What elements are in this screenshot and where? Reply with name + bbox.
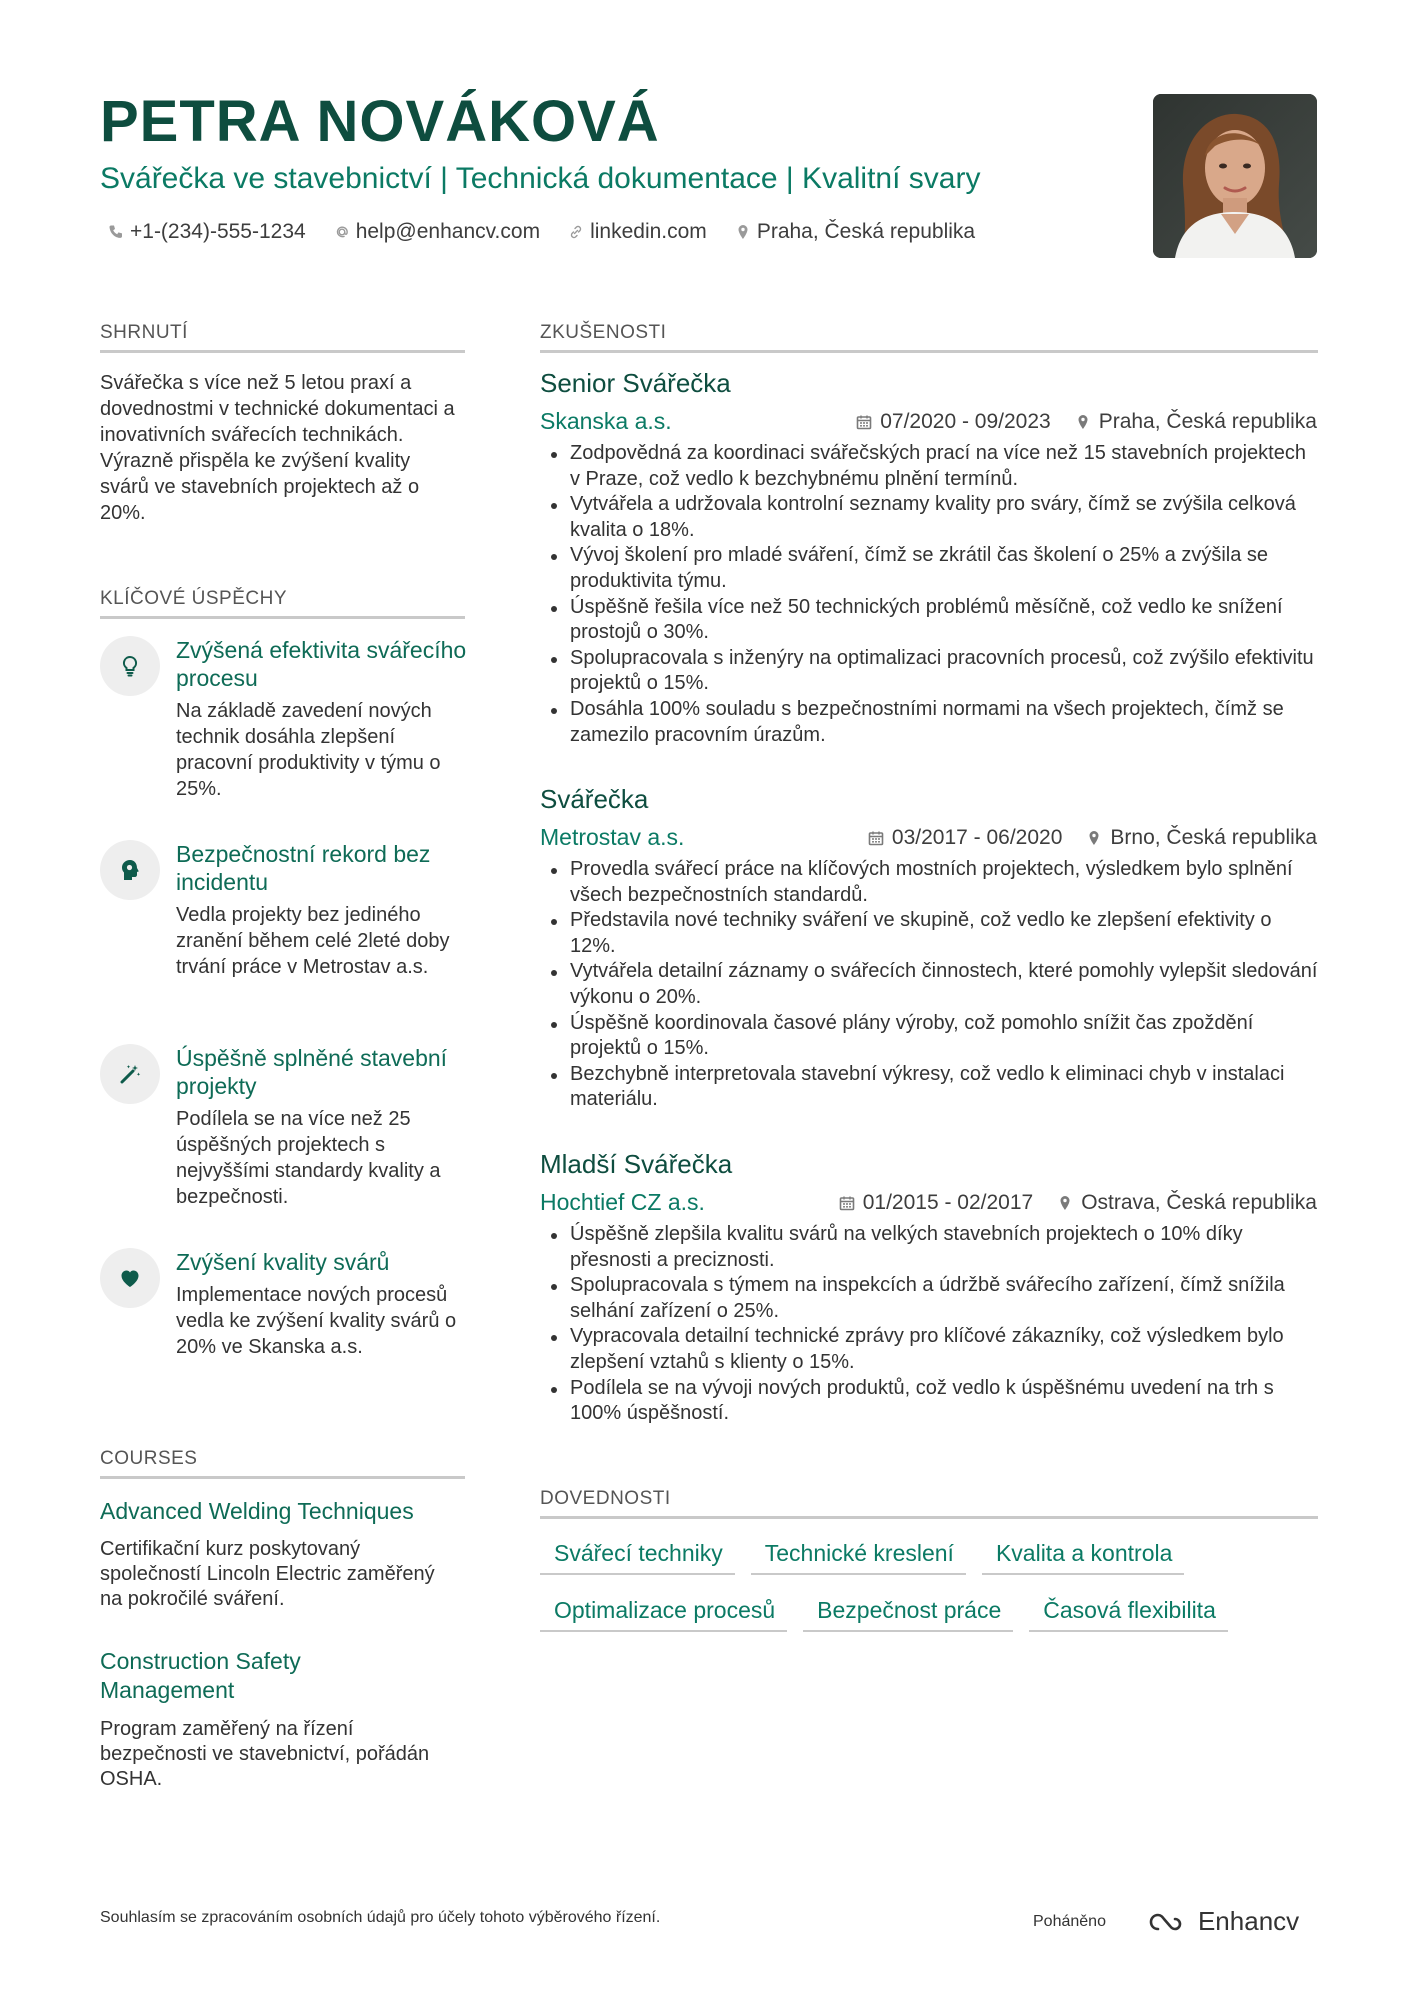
consent-text: Souhlasím se zpracováním osobních údajů pro účely tohoto výběrového řízení. (100, 1909, 661, 1926)
course-desc: Program zaměřený na řízení bezpečnosti ve stavebnictví, pořádán OSHA. (100, 1718, 430, 1790)
job-company: Hochtief CZ a.s. (540, 1189, 705, 1215)
email-text: help@enhancv.com (355, 220, 541, 243)
list-item: Vypracovala detailní technické zprávy pro klíčové zákazníky, což výsledkem bylo zlepšení vztahů s klienty o 15%. (548, 1324, 1318, 1375)
job-meta (839, 1191, 1317, 1215)
job-title: Svářečka (540, 784, 649, 814)
job-company: Metrostav a.s. (540, 824, 685, 850)
achievement-title: Úspěšně splněné stavební projekty (176, 1045, 448, 1099)
lightbulb-icon (118, 654, 142, 678)
location-pin-icon (1075, 414, 1091, 430)
list-item: Zodpovědná za koordinaci svářečských prací na více než 15 stavebních projektech v Praze, což vedlo k bezchybnému plnění termínů. (548, 441, 1318, 492)
phone-text: +1-(234)-555-1234 (130, 220, 306, 243)
skill-tag: Svářecí techniky (540, 1540, 735, 1575)
summary-section-title: SHRNUTÍ (100, 322, 465, 353)
job-location: Brno, Česká republika (1110, 826, 1317, 849)
achievement-desc: Vedla projekty bez jediného zranění během celé 2leté doby trvání práce v Metrostav a.s. (176, 904, 450, 978)
location-pin-icon (735, 224, 751, 240)
calendar-icon (868, 830, 884, 846)
powered-by-label: Poháněno (1033, 1912, 1106, 1930)
link-icon (568, 224, 584, 240)
contact-location (735, 220, 975, 244)
job-title: Senior Svářečka (540, 368, 731, 398)
achievement-title: Zvýšení kvality svárů (176, 1249, 390, 1275)
contact-linkedin[interactable] (568, 220, 707, 244)
skill-tag: Optimalizace procesů (540, 1597, 787, 1632)
job-bullets (548, 441, 1318, 748)
course-title: Advanced Welding Techniques (100, 1498, 414, 1524)
list-item: Úspěšně zlepšila kvalitu svárů na velkých stavebních projektech o 10% díky přesnosti a preciznosti. (548, 1222, 1318, 1273)
achievement-title: Bezpečnostní rekord bez incidentu (176, 841, 431, 895)
portrait-image (1153, 94, 1317, 258)
list-item: Úspěšně řešila více než 50 technických problémů měsíčně, což vedlo ke snížení prostojů o 30%. (548, 595, 1318, 646)
footer-brand (1033, 1906, 1299, 1937)
linkedin-text: linkedin.com (590, 220, 707, 243)
calendar-icon (856, 414, 872, 430)
phone-icon (108, 224, 124, 240)
job-meta (868, 826, 1317, 850)
skill-tag: Bezpečnost práce (803, 1597, 1013, 1632)
skill-tag: Technické kreslení (751, 1540, 966, 1575)
list-item: Podílela se na vývoji nových produktů, což vedlo k úspěšnému uvedení na trh s 100% úspěšností. (548, 1376, 1318, 1427)
location-text: Praha, Česká republika (756, 220, 976, 243)
achievement-title: Zvýšená efektivita svářecího procesu (176, 637, 467, 691)
achievements-section-title: KLÍČOVÉ ÚSPĚCHY (100, 588, 465, 619)
skills-list (540, 1540, 1320, 1654)
achievement-desc: Na základě zavedení nových technik dosáhla zlepšení pracovní produktivity v týmu o 25%. (176, 700, 441, 800)
candidate-name: PETRA NOVÁKOVÁ (100, 89, 660, 154)
courses-section-title: COURSES (100, 1448, 465, 1479)
achievement-item (100, 1248, 470, 1360)
job-dates: 07/2020 - 09/2023 (880, 410, 1051, 433)
job-bullets (548, 857, 1318, 1113)
profile-photo (1153, 94, 1317, 258)
achievement-desc: Implementace nových procesů vedla ke zvýšení kvality svárů o 20% ve Skanska a.s. (176, 1284, 457, 1358)
brand-name: Enhancv (1197, 1906, 1300, 1936)
list-item: Provedla svářecí práce na klíčových mostních projektech, výsledkem bylo splnění všech bezpečnostních standardů. (548, 857, 1318, 908)
location-pin-icon (1057, 1195, 1073, 1211)
contact-phone (108, 220, 306, 244)
contact-bar (108, 220, 975, 244)
job-company: Skanska a.s. (540, 408, 672, 434)
course-title: Construction Safety Management (100, 1648, 301, 1703)
contact-email[interactable] (334, 220, 540, 244)
achievement-item (100, 1044, 470, 1210)
enhancv-logo-icon (1144, 1909, 1190, 1935)
list-item: Dosáhla 100% souladu s bezpečnostními normami na všech projektech, čímž se zamezilo pracovním úrazům. (548, 697, 1318, 748)
course-desc: Certifikační kurz poskytovaný společností Lincoln Electric zaměřený na pokročilé sváření. (100, 1538, 435, 1610)
heart-icon (118, 1266, 142, 1290)
skills-section-title: DOVEDNOSTI (540, 1488, 1318, 1519)
head-brain-icon (118, 858, 142, 882)
list-item: Představila nové techniky sváření ve skupině, což vedlo ke zlepšení efektivity o 12%. (548, 908, 1318, 959)
job-dates: 01/2015 - 02/2017 (862, 1191, 1034, 1214)
candidate-subtitle: Svářečka ve stavebnictví | Technická dokumentace | Kvalitní svary (100, 162, 981, 195)
job-location: Praha, Česká republika (1098, 410, 1317, 433)
list-item: Vytvářela a udržovala kontrolní seznamy kvality pro sváry, čímž se zvýšila celková kvalita o 18%. (548, 492, 1318, 543)
job-location: Ostrava, Česká republika (1081, 1191, 1317, 1214)
list-item: Spolupracovala s týmem na inspekcích a údržbě svářecího zařízení, čímž snížila selhání zařízení o 25%. (548, 1273, 1318, 1324)
list-item: Úspěšně koordinovala časové plány výroby, což pomohlo snížit čas zpoždění projektů o 15%. (548, 1011, 1318, 1062)
list-item: Bezchybně interpretovala stavební výkresy, což vedlo k eliminaci chyb v instalaci materiálu. (548, 1062, 1318, 1113)
job-meta (856, 410, 1317, 434)
summary-text: Svářečka s více než 5 letou praxí a dovednostmi v technické dokumentaci a inovativních svářecích technikách. Výrazně přispěla ke zvýšení kvality svárů ve stavebních projektech až o 20%. (100, 372, 455, 524)
at-icon (334, 224, 350, 240)
list-item: Vývoj školení pro mladé sváření, čímž se zkrátil čas školení o 25% a zvýšila se produktivita týmu. (548, 543, 1318, 594)
achievement-item (100, 840, 470, 980)
list-item: Spolupracovala s inženýry na optimalizaci pracovních procesů, což zvýšilo efektivitu projektů o 15%. (548, 646, 1318, 697)
list-item: Vytvářela detailní záznamy o svářecích činnostech, které pomohly vylepšit sledování výkonu o 20%. (548, 959, 1318, 1010)
enhancv-logo[interactable] (1144, 1906, 1299, 1937)
location-pin-icon (1086, 830, 1102, 846)
achievement-item (100, 636, 470, 802)
calendar-icon (839, 1195, 855, 1211)
experience-section-title: ZKUŠENOSTI (540, 322, 1318, 353)
magic-wand-icon (118, 1062, 142, 1086)
achievement-desc: Podílela se na více než 25 úspěšných projektech s nejvyššími standardy kvality a bezpečnosti. (176, 1108, 441, 1208)
skill-tag: Časová flexibilita (1029, 1597, 1228, 1632)
job-dates: 03/2017 - 06/2020 (891, 826, 1063, 849)
job-bullets (548, 1222, 1318, 1427)
job-title: Mladší Svářečka (540, 1149, 733, 1179)
skill-tag: Kvalita a kontrola (982, 1540, 1184, 1575)
